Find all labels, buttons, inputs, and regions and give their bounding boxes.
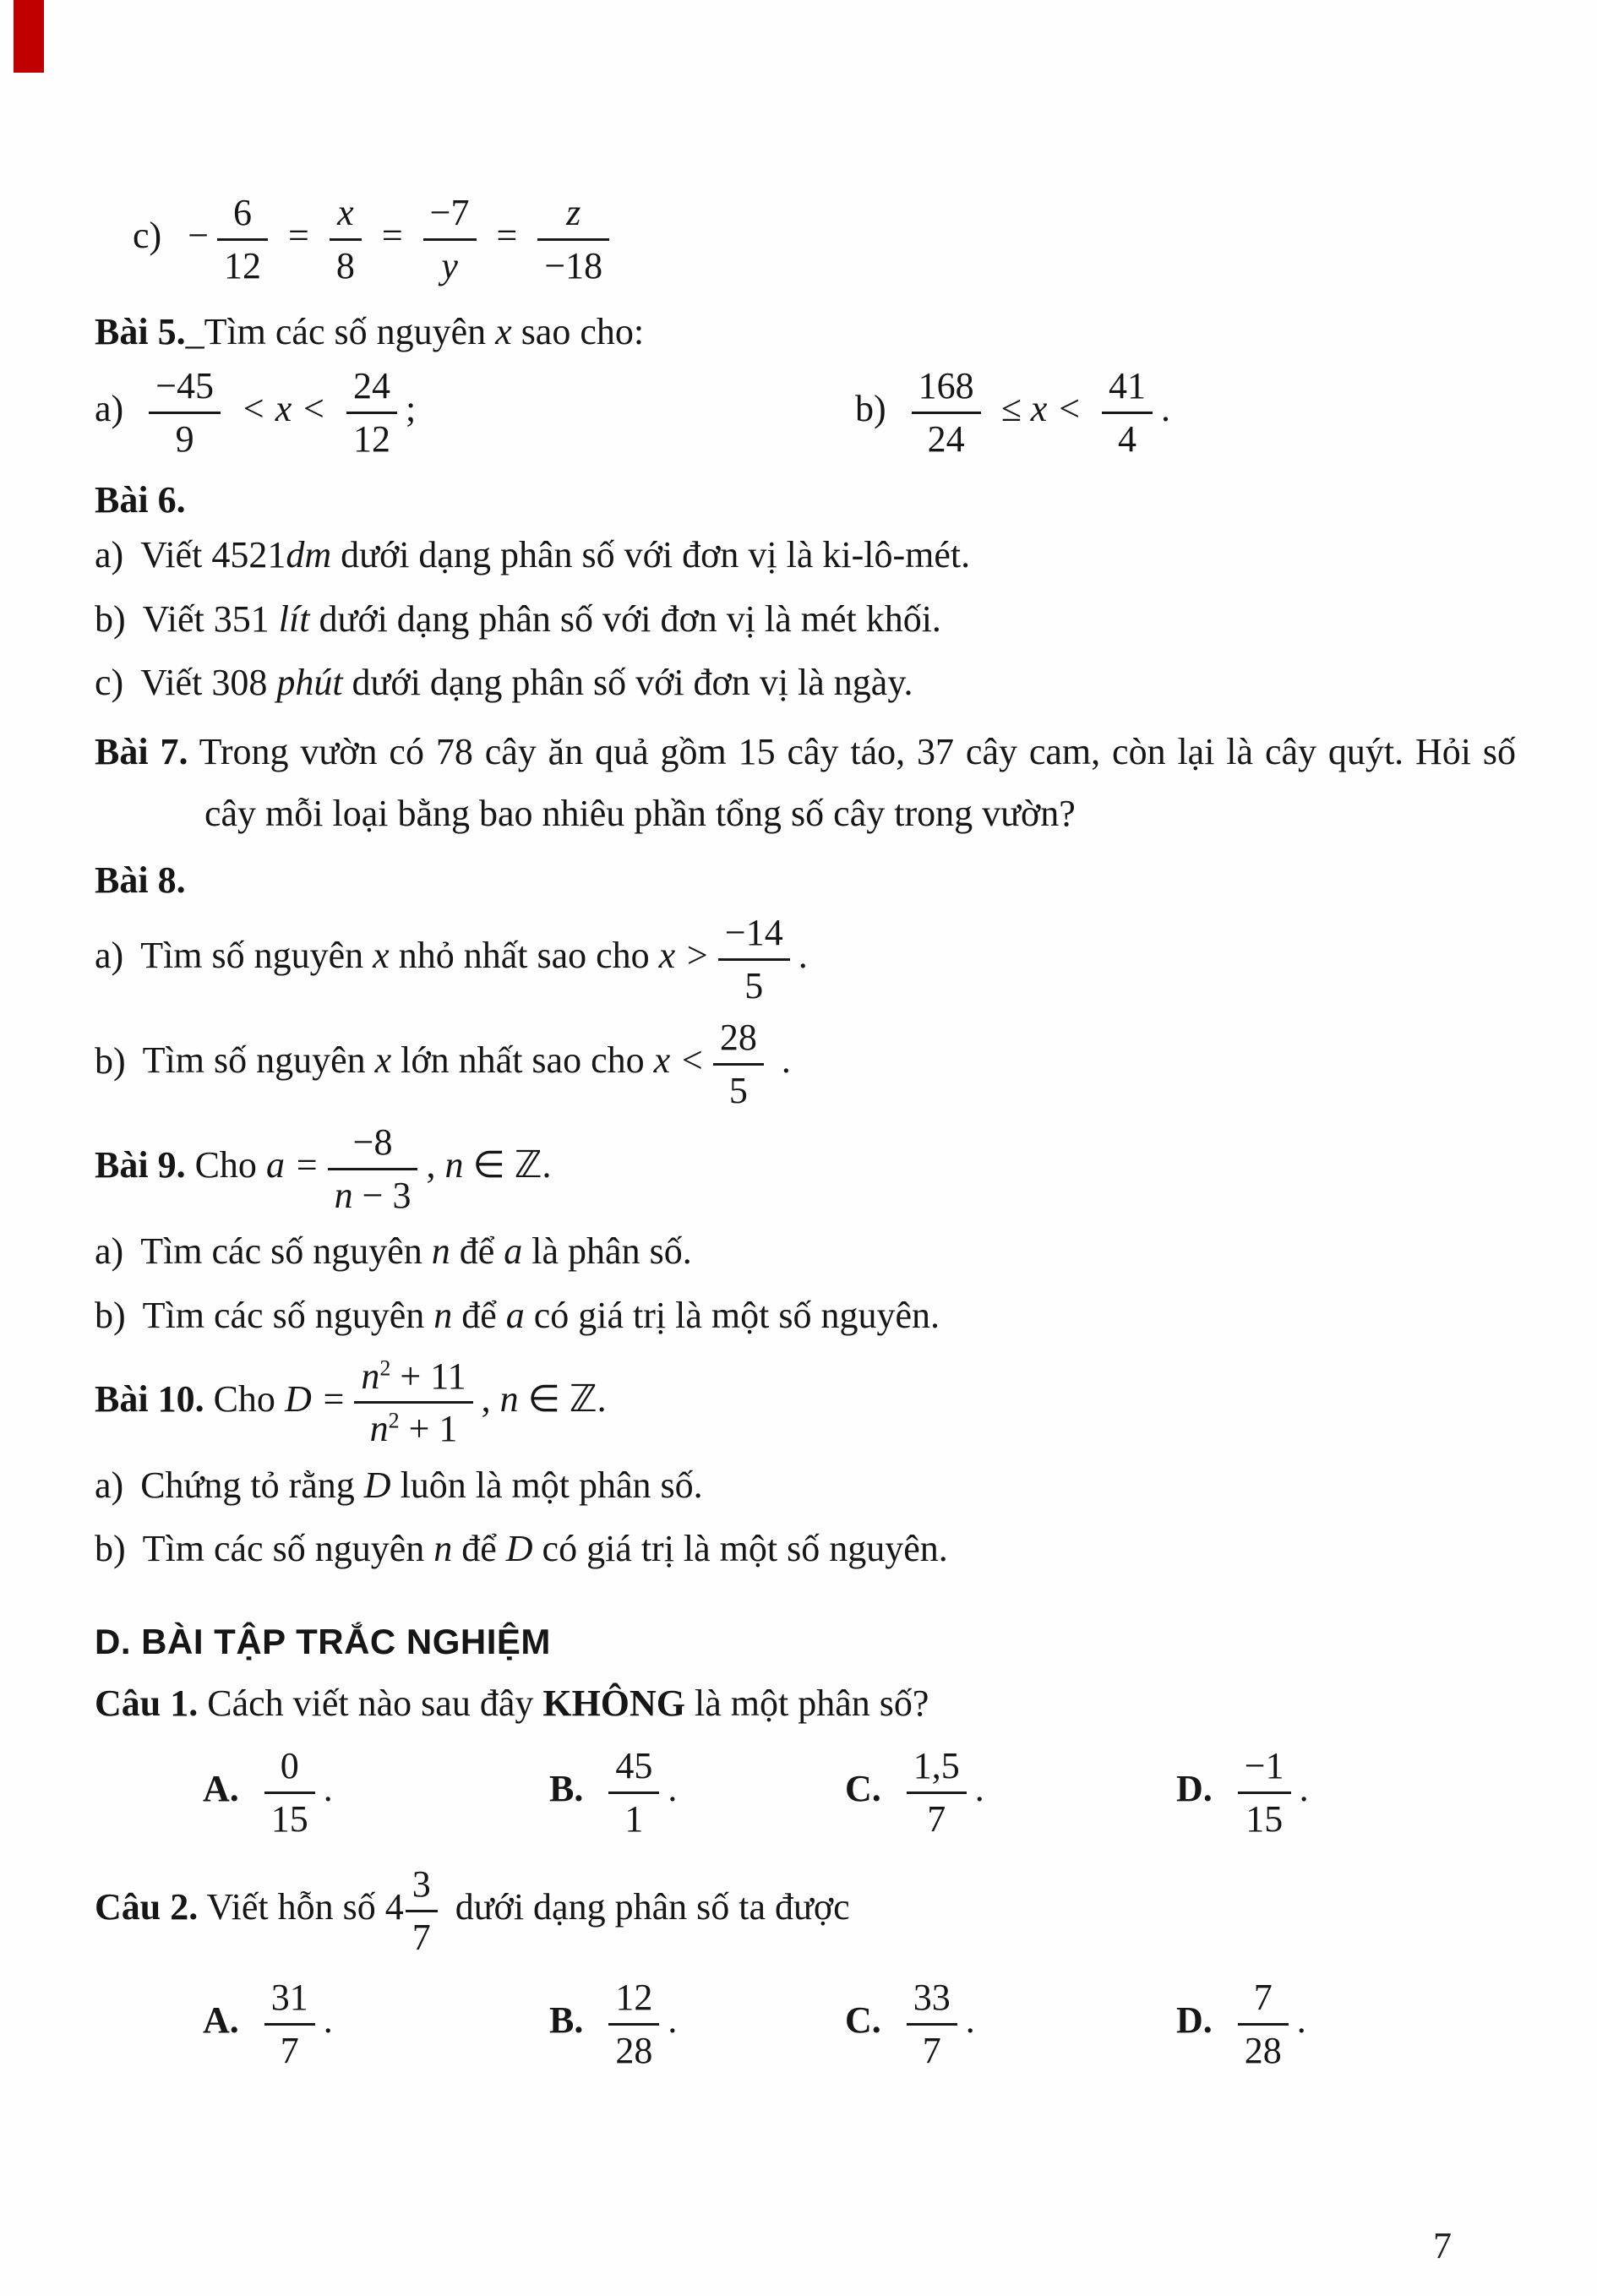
- numerator: 1,5: [907, 1744, 967, 1794]
- option-label: D.: [1176, 1768, 1213, 1810]
- punctuation: .: [323, 1768, 333, 1810]
- equals-sign: =: [496, 215, 518, 257]
- denominator: 8: [335, 244, 355, 286]
- denominator: 9: [175, 417, 194, 460]
- numerator: x: [330, 191, 362, 241]
- text-run: + 1: [399, 1408, 458, 1450]
- text-run: luôn là một phân số.: [390, 1464, 703, 1506]
- text-run: Tìm các số nguyên: [140, 1230, 432, 1273]
- problem-5-items: [95, 364, 1516, 461]
- punctuation: .: [323, 1999, 333, 2042]
- text-run: là phân số.: [522, 1230, 692, 1273]
- denominator: −18: [544, 244, 603, 286]
- intro-text: Tìm các số nguyên: [204, 311, 496, 353]
- fraction: [1102, 364, 1153, 461]
- text-run: để: [450, 1230, 504, 1273]
- exponent: 2: [379, 1355, 391, 1381]
- whole-part: 4: [384, 1886, 404, 1928]
- numerator: 6: [217, 191, 268, 241]
- option-C: [845, 1744, 1176, 1841]
- numerator: 33: [907, 1976, 957, 2026]
- option-label: C.: [845, 1768, 881, 1810]
- text-run: dưới dạng phân số ta được: [445, 1886, 850, 1928]
- item-label: a): [95, 388, 124, 430]
- exponent: 2: [388, 1408, 400, 1433]
- fraction: [912, 364, 981, 461]
- text-run: có giá trị là một số nguyên.: [532, 1528, 948, 1570]
- numerator: 0: [264, 1744, 315, 1794]
- item-label: b): [95, 1528, 126, 1570]
- item-label: a): [95, 1230, 124, 1273]
- variable-n: n: [431, 1230, 450, 1273]
- denominator: 5: [728, 1069, 748, 1111]
- equation-c: [95, 191, 1516, 287]
- mixed-number: [384, 1863, 446, 1958]
- section-d-heading: D. BÀI TẬP TRẮC NGHIỆM: [95, 1622, 551, 1662]
- variable-x: x: [495, 311, 512, 353]
- problem-6c: [95, 658, 1516, 706]
- denominator: [328, 1170, 418, 1218]
- denominator: 4: [1118, 417, 1137, 460]
- denominator: 28: [615, 2029, 653, 2071]
- fraction: [149, 364, 221, 461]
- problem-9-title: Bài 9.: [95, 1144, 186, 1186]
- numerator: 31: [264, 1976, 315, 2026]
- variable-n: n: [433, 1294, 453, 1336]
- intro-text: sao cho:: [511, 311, 645, 353]
- text-run: Cách viết nào sau đây: [198, 1682, 543, 1724]
- question-1: [95, 1679, 1516, 1727]
- denominator: 12: [224, 244, 262, 286]
- numerator: z: [537, 191, 609, 241]
- unit: dm: [286, 534, 332, 576]
- text-run: + 11: [390, 1355, 466, 1397]
- punctuation: .: [1161, 388, 1171, 430]
- problem-7-text: Trong vườn có 78 cây ăn quả gồm 15 cây táo, 37 cây cam, còn lại là cây quýt. Hỏi số cây mỗi loại bằng bao nhiêu phần tổng số cây trong vườn?: [199, 731, 1516, 834]
- variable-a: a: [505, 1294, 525, 1336]
- variable-D: D: [363, 1464, 391, 1506]
- option-label: A.: [203, 1999, 239, 2042]
- text-run: Cho: [194, 1144, 266, 1186]
- option-A: [203, 1976, 549, 2072]
- numerator: −8: [328, 1121, 418, 1170]
- unit: phút: [276, 661, 343, 703]
- emphasis: KHÔNG: [542, 1682, 686, 1724]
- numerator: 41: [1102, 364, 1153, 414]
- item-label: a): [95, 1464, 124, 1506]
- fraction: [608, 1744, 659, 1841]
- set-condition: ∈ ℤ.: [518, 1377, 607, 1420]
- text-run: là một phân số?: [685, 1682, 929, 1724]
- fraction: [907, 1976, 957, 2072]
- relation: < x <: [241, 388, 326, 430]
- fraction: [713, 1016, 764, 1112]
- punctuation: .: [798, 935, 808, 977]
- equals-sign: =: [381, 215, 403, 257]
- item-label: a): [95, 935, 124, 977]
- denominator: 15: [270, 1797, 308, 1840]
- item-label: b): [855, 388, 886, 430]
- fraction: [354, 1355, 472, 1451]
- punctuation: .: [771, 1039, 791, 1082]
- fraction: [330, 191, 362, 287]
- denominator: 28: [1244, 2029, 1282, 2071]
- punctuation: ,: [426, 1144, 436, 1186]
- numerator: 3: [406, 1862, 438, 1912]
- relation: x >: [658, 935, 710, 977]
- problem-6-title: Bài 6.: [95, 479, 186, 521]
- fraction: [346, 364, 397, 461]
- question-2-title: Câu 2.: [95, 1886, 199, 1928]
- fraction: [608, 1976, 659, 2072]
- item-label: c): [133, 215, 162, 257]
- problem-5a: [95, 364, 855, 461]
- item-label: b): [95, 597, 126, 640]
- problem-7-title: Bài 7.: [95, 731, 188, 772]
- question-2-options: [95, 1976, 1516, 2072]
- problem-8b: [95, 1016, 1516, 1112]
- problem-5-title: Bài 5.: [95, 311, 186, 353]
- numerator: −1: [1238, 1744, 1291, 1794]
- variable-x: x: [374, 1039, 392, 1082]
- variable-x: x: [373, 935, 390, 977]
- option-label: C.: [845, 1999, 881, 2042]
- option-A: [203, 1744, 549, 1841]
- minus-sign: −: [188, 215, 210, 257]
- page-number: 7: [1433, 2225, 1452, 2266]
- problem-10a: [95, 1461, 1516, 1509]
- item-label: b): [95, 1039, 126, 1082]
- relation: x <: [653, 1039, 705, 1082]
- option-B: [549, 1976, 845, 2072]
- fraction: [264, 1744, 315, 1841]
- relation: ≤ x <: [1000, 388, 1082, 430]
- text-run: Viết hỗn số: [198, 1886, 385, 1928]
- text-run: lớn nhất sao cho: [391, 1039, 654, 1082]
- equals-sign: =: [288, 215, 309, 257]
- denominator: 12: [352, 417, 390, 460]
- punctuation: .: [965, 1999, 975, 2042]
- numerator: 28: [713, 1016, 764, 1066]
- problem-8-title: Bài 8.: [95, 859, 186, 902]
- item-label: a): [95, 534, 124, 576]
- question-2: [95, 1862, 1516, 1959]
- problem-5b: [855, 364, 1170, 461]
- problem-10b: [95, 1524, 1516, 1573]
- corner-red-mark: [14, 0, 44, 73]
- denominator: 5: [744, 964, 764, 1006]
- numerator: 168: [912, 364, 981, 414]
- punctuation: .: [668, 1999, 678, 2042]
- variable-n: n: [361, 1355, 380, 1397]
- numerator: 12: [608, 1976, 659, 2026]
- fraction: [328, 1121, 418, 1217]
- equation-lhs: a =: [265, 1144, 319, 1186]
- problem-10-head: [95, 1355, 1516, 1451]
- variable-a: a: [504, 1230, 523, 1273]
- text-run: Viết: [142, 597, 214, 640]
- variable-n: n: [444, 1144, 464, 1186]
- text-run: Chứng tỏ rằng: [140, 1464, 364, 1506]
- question-1-options: [95, 1744, 1516, 1841]
- text-run: dưới dạng phân số với đơn vị là mét khối.: [309, 597, 941, 640]
- option-label: B.: [549, 1768, 584, 1810]
- numerator: −45: [149, 364, 221, 414]
- punctuation: .: [668, 1768, 678, 1810]
- text-run: Tìm các số nguyên: [142, 1528, 434, 1570]
- text-run: Tìm số nguyên: [142, 1039, 375, 1082]
- variable-n: n: [433, 1528, 453, 1570]
- problem-8a: [95, 911, 1516, 1007]
- text-run: để: [452, 1528, 506, 1570]
- option-label: B.: [549, 1999, 584, 2042]
- variable-D: D: [505, 1528, 533, 1570]
- fraction: [1238, 1976, 1289, 2072]
- numerator: 45: [608, 1744, 659, 1794]
- underscore-mark: _: [185, 311, 204, 353]
- quantity: 308: [211, 661, 277, 703]
- punctuation: .: [1299, 1768, 1309, 1810]
- denominator: 1: [624, 1797, 644, 1840]
- fraction: [537, 191, 609, 287]
- denominator: y: [441, 244, 458, 286]
- text-run: Tìm các số nguyên: [142, 1294, 434, 1336]
- problem-7: [95, 722, 1516, 844]
- item-label: b): [95, 1294, 126, 1336]
- fraction: [406, 1862, 438, 1959]
- denominator: 7: [922, 2029, 941, 2071]
- problem-9b: [95, 1291, 1516, 1339]
- fraction: [907, 1744, 967, 1841]
- fraction: [217, 191, 268, 287]
- text-run: Viết: [140, 661, 212, 703]
- text-run: có giá trị là một số nguyên.: [524, 1294, 940, 1336]
- punctuation: ;: [405, 388, 417, 430]
- problem-6a: [95, 531, 1516, 579]
- numerator: −7: [423, 191, 477, 241]
- fraction: [423, 191, 477, 287]
- unit: lít: [278, 597, 310, 640]
- question-1-title: Câu 1.: [95, 1682, 199, 1724]
- text-run: Viết: [140, 534, 212, 576]
- problem-9a: [95, 1227, 1516, 1275]
- quantity: 4521: [211, 534, 286, 576]
- quantity: 351: [213, 597, 279, 640]
- denominator: [354, 1404, 472, 1451]
- option-label: A.: [203, 1768, 239, 1810]
- text-run: Tìm số nguyên: [140, 935, 373, 977]
- numerator: 24: [346, 364, 397, 414]
- numerator: 7: [1238, 1976, 1289, 2026]
- problem-6b: [95, 595, 1516, 643]
- option-C: [845, 1976, 1176, 2072]
- punctuation: .: [974, 1768, 984, 1810]
- denominator: 24: [927, 417, 965, 460]
- problem-9-head: [95, 1121, 1516, 1217]
- problem-5-intro: [95, 308, 1516, 356]
- denominator: 7: [412, 1916, 431, 1958]
- set-condition: ∈ ℤ.: [463, 1144, 552, 1186]
- text-run: Cho: [213, 1377, 285, 1420]
- equation-lhs: D =: [284, 1377, 346, 1420]
- variable-n: n: [499, 1377, 519, 1420]
- text-run: − 3: [352, 1174, 412, 1216]
- punctuation: .: [1296, 1999, 1306, 2042]
- problem-10-title: Bài 10.: [95, 1377, 204, 1420]
- denominator: 7: [280, 2029, 299, 2071]
- variable-n: n: [334, 1174, 353, 1216]
- option-label: D.: [1176, 1999, 1213, 2042]
- option-D: [1176, 1976, 1516, 2072]
- fraction: [264, 1976, 315, 2072]
- item-label: c): [95, 661, 124, 703]
- option-D: [1176, 1744, 1516, 1841]
- numerator: [354, 1355, 472, 1404]
- text-run: nhỏ nhất sao cho: [389, 935, 659, 977]
- text-run: dưới dạng phân số với đơn vị là ki-lô-mét.: [331, 534, 971, 576]
- denominator: 7: [927, 1797, 946, 1840]
- denominator: 15: [1245, 1797, 1284, 1840]
- fraction: [718, 911, 790, 1007]
- punctuation: ,: [481, 1377, 491, 1420]
- page-content: [95, 191, 1516, 2094]
- text-run: dưới dạng phân số với đơn vị là ngày.: [342, 661, 913, 703]
- fraction: [1238, 1744, 1291, 1841]
- text-run: để: [452, 1294, 506, 1336]
- numerator: −14: [718, 911, 790, 961]
- option-B: [549, 1744, 845, 1841]
- variable-n: n: [369, 1408, 389, 1450]
